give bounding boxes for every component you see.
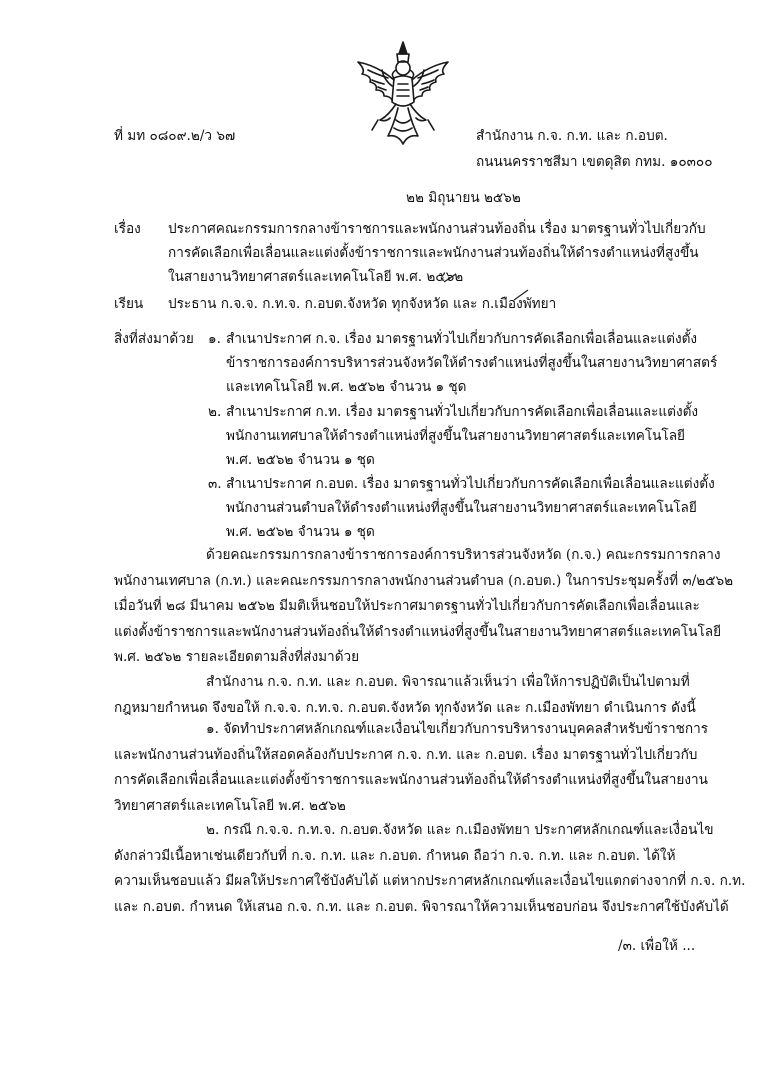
subject-line: การคัดเลือกเพื่อเลื่อนและแต่งตั้งข้าราชการและพนักงานส่วนท้องถิ่นให้ดำรงตำแหน่งที่สูงขึ้น [168, 245, 699, 262]
enclosure-line: พ.ศ. ๒๕๖๒ จำนวน ๑ ชุด [226, 452, 375, 469]
document-date: ๒๒ มิถุนายน ๒๕๖๒ [406, 190, 521, 206]
paragraph-line: ดังกล่าวมีเนื้อหาเช่นเดียวกับที่ ก.จ. ก.ท. และ ก.อบต. กำหนด ถือว่า ก.จ. ก.ท. และ ก.อบต. ได้ให้ [114, 847, 676, 864]
subject-text [168, 217, 706, 290]
enclosure-item [208, 400, 699, 473]
body-paragraph-1 [114, 543, 734, 671]
enclosure-line: พนักงานส่วนตำบลให้ดำรงตำแหน่งที่สูงขึ้นในสายงานวิทยาศาสตร์และเทคโนโลยี [226, 500, 697, 517]
subject-line: ในสายงานวิทยาศาสตร์และเทคโนโลยี พ.ศ. ๒๕๖๒ [168, 269, 464, 286]
enclosure-line: พ.ศ. ๒๕๖๒ จำนวน ๑ ชุด [226, 524, 375, 541]
paragraph-line: ความเห็นชอบแล้ว มีผลให้ประกาศใช้บังคับได้ แต่หากประกาศหลักเกณฑ์และเงื่อนไขแตกต่างจากที่ ก.จ. ก.ท. [114, 873, 746, 890]
enclosure-line: สำเนาประกาศ ก.ท. เรื่อง มาตรฐานทั่วไปเกี่ยวกับการคัดเลือกเพื่อเลื่อนและแต่งตั้ง [226, 404, 699, 420]
paragraph-line: วิทยาศาสตร์และเทคโนโลยี พ.ศ. ๒๕๖๒ [114, 797, 346, 814]
enclosure-line: พนักงานเทศบาลให้ดำรงตำแหน่งที่สูงขึ้นในสายงานวิทยาศาสตร์และเทคโนโลยี [226, 428, 686, 445]
body-paragraph-3 [114, 717, 709, 819]
paragraph-line: สำนักงาน ก.จ. ก.ท. และ ก.อบต. พิจารณาแล้วเห็นว่า เพื่อให้การปฏิบัติเป็นไปตามที่ [206, 674, 690, 690]
enclosure-item [208, 472, 715, 545]
paragraph-line: เมื่อวันที่ ๒๘ มีนาคม ๒๕๖๒ มีมติเห็นชอบให้ประกาศมาตรฐานทั่วไปเกี่ยวกับการคัดเลือกเพื่อเลื่อนและ [114, 598, 700, 615]
recipient-text: ประธาน ก.จ.จ. ก.ท.จ. ก.อบต.จังหวัด ทุกจังหวัด และ ก.เมืองพัทยา [168, 296, 557, 312]
office-address: ถนนนครราชสีมา เขตดุสิต กทม. ๑๐๓๐๐ [476, 154, 713, 170]
enclosure-line: และเทคโนโลยี พ.ศ. ๒๕๖๒ จำนวน ๑ ชุด [226, 379, 467, 396]
handwritten-tick-mark [512, 288, 530, 302]
page-continuation-note: /๓. เพื่อให้ ... [618, 938, 696, 954]
paragraph-line: กฎหมายกำหนด จึงขอให้ ก.จ.จ. ก.ท.จ. ก.อบต.จังหวัด ทุกจังหวัด และ ก.เมืองพัทยา ดำเนินการ ดังนี้ [114, 699, 696, 716]
issuing-office: สำนักงาน ก.จ. ก.ท. และ ก.อบต. [476, 128, 668, 144]
enclosure-number: ๓. [208, 476, 222, 492]
handwritten-tick-mark [442, 272, 458, 284]
enclosure-line: ข้าราชการองค์การบริหารส่วนจังหวัดให้ดำรงตำแหน่งที่สูงขึ้นในสายงานวิทยาศาสตร์ [226, 355, 718, 372]
paragraph-line: พ.ศ. ๒๕๖๒ รายละเอียดตามสิ่งที่ส่งมาด้วย [114, 649, 360, 666]
document-reference-number: ที่ มท ๐๘๐๙.๒/ว ๖๗ [114, 128, 236, 144]
body-paragraph-2 [114, 670, 696, 721]
paragraph-line: ด้วยคณะกรรมการกลางข้าราชการองค์การบริหารส่วนจังหวัด (ก.จ.) คณะกรรมการกลาง [206, 547, 721, 563]
enclosure-number: ๒. [208, 404, 222, 420]
enclosures-label: สิ่งที่ส่งมาด้วย [114, 331, 194, 347]
paragraph-line: การคัดเลือกเพื่อเลื่อนและแต่งตั้งข้าราชการและพนักงานส่วนท้องถิ่นให้ดำรงตำแหน่งที่สูงขึ้นในสายงาน [114, 772, 708, 789]
paragraph-line: พนักงานเทศบาล (ก.ท.) และคณะกรรมการกลางพนักงานส่วนตำบล (ก.อบต.) ในการประชุมครั้งที่ ๓/๒๕๖๒ [114, 572, 734, 589]
enclosure-number: ๑. [208, 331, 221, 347]
enclosure-item [208, 327, 718, 400]
body-paragraph-4 [114, 818, 746, 920]
enclosure-line: สำเนาประกาศ ก.จ. เรื่อง มาตรฐานทั่วไปเกี่ยวกับการคัดเลือกเพื่อเลื่อนและแต่งตั้ง [226, 331, 698, 347]
recipient-label: เรียน [114, 296, 144, 312]
paragraph-line: ๑. จัดทำประกาศหลักเกณฑ์และเงื่อนไขเกี่ยวกับการบริหารงานบุคคลสำหรับข้าราชการ [206, 721, 709, 737]
paragraph-line: และพนักงานส่วนท้องถิ่นให้สอดคล้องกับประกาศ ก.จ. ก.ท. และ ก.อบต. เรื่อง มาตรฐานทั่วไปเกี่ยวกับ [114, 746, 698, 763]
enclosure-line: สำเนาประกาศ ก.อบต. เรื่อง มาตรฐานทั่วไปเกี่ยวกับการคัดเลือกเพื่อเลื่อนและแต่งตั้ง [226, 476, 715, 492]
paragraph-line: และ ก.อบต. กำหนด ให้เสนอ ก.จ. ก.ท. และ ก.อบต. พิจารณาให้ความเห็นชอบก่อน จึงประกาศใช้บังคับได้ [114, 898, 729, 915]
subject-label: เรื่อง [114, 221, 141, 237]
paragraph-line: แต่งตั้งข้าราชการและพนักงานส่วนท้องถิ่นให้ดำรงตำแหน่งที่สูงขึ้นในสายงานวิทยาศาสตร์และเทคโนโลยี [114, 623, 722, 640]
subject-line: ประกาศคณะกรรมการกลางข้าราชการและพนักงานส่วนท้องถิ่น เรื่อง มาตรฐานทั่วไปเกี่ยวกับ [168, 221, 706, 237]
garuda-emblem-icon [348, 40, 458, 148]
paragraph-line: ๒. กรณี ก.จ.จ. ก.ท.จ. ก.อบต.จังหวัด และ ก.เมืองพัทยา ประกาศหลักเกณฑ์และเงื่อนไข [206, 822, 714, 838]
